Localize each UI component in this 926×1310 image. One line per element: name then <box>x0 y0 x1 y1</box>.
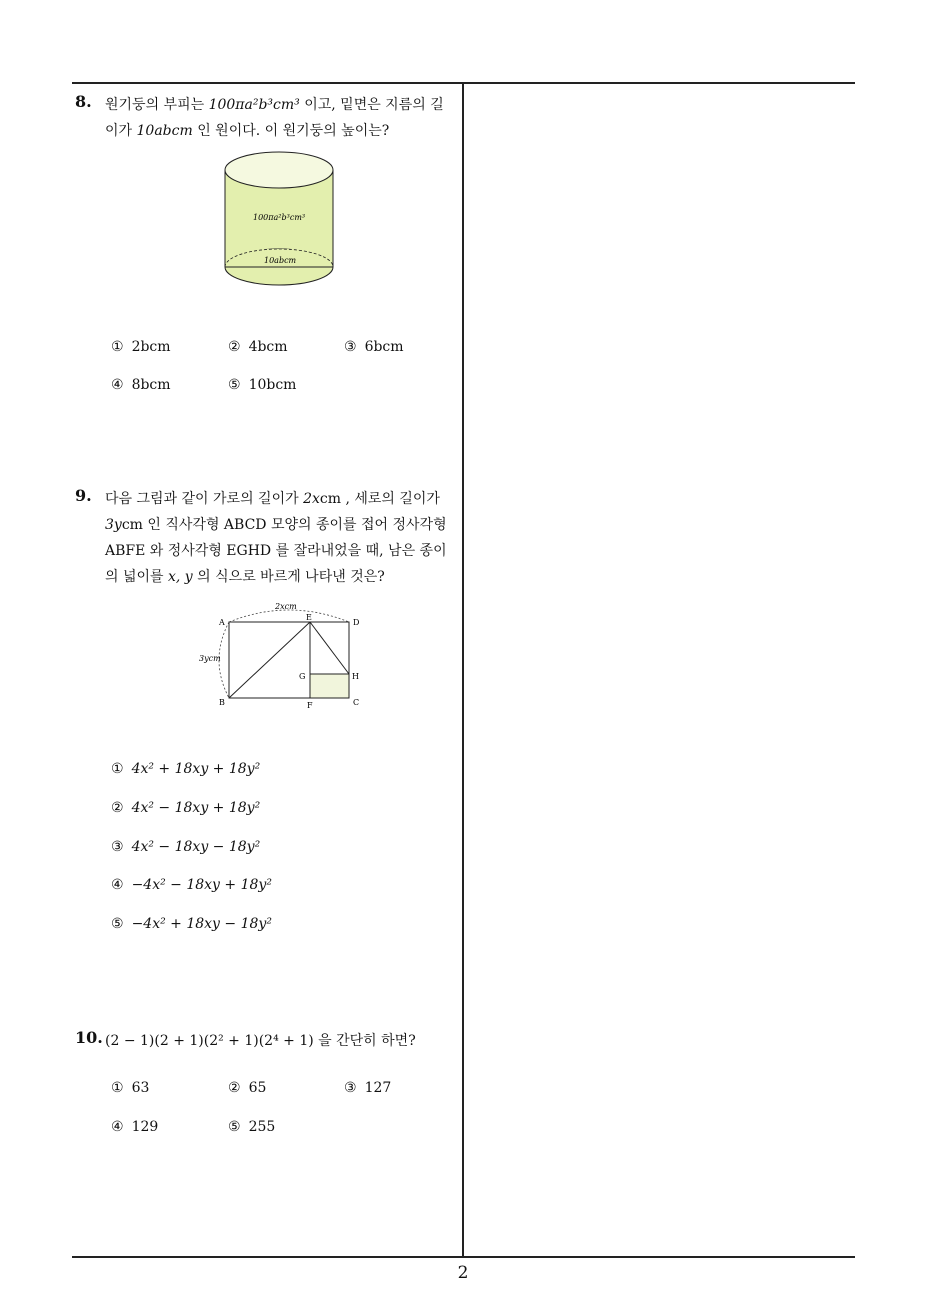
choice-4[interactable]: ④ −4x² − 18xy + 18y² <box>111 877 272 893</box>
choice-4[interactable]: ④ 129 <box>111 1119 159 1135</box>
question-text: 원기둥의 부피는 100πa²b³cm³ 이고, 밑면은 지름의 길이가 10abcm 인 원이다. 이 원기둥의 높이는? <box>105 97 444 139</box>
question-number: 9. <box>75 486 92 505</box>
choice-3[interactable]: ③ 127 <box>344 1080 392 1096</box>
width-label: 2xcm <box>275 602 297 611</box>
rectangle-figure <box>195 600 370 712</box>
cylinder-figure <box>220 150 340 292</box>
point-a: A <box>219 618 225 627</box>
remaining-region <box>310 674 349 698</box>
point-b: B <box>219 698 225 707</box>
point-g: G <box>299 672 306 681</box>
point-f: F <box>307 701 313 710</box>
choice-3[interactable]: ③ 6bcm <box>344 339 404 355</box>
choice-5[interactable]: ⑤ 255 <box>228 1119 276 1135</box>
question-number: 10. <box>75 1028 103 1047</box>
question-9 <box>75 486 460 936</box>
choice-3[interactable]: ③ 4x² − 18xy − 18y² <box>111 839 261 855</box>
choice-2[interactable]: ② 4x² − 18xy + 18y² <box>111 800 261 816</box>
point-h: H <box>352 672 359 681</box>
question-text: (2 − 1)(2 + 1)(2² + 1)(2⁴ + 1) 을 간단히 하면? <box>105 1033 416 1049</box>
choice-2[interactable]: ② 65 <box>228 1080 267 1096</box>
question-8 <box>75 92 460 402</box>
choice-1[interactable]: ① 2bcm <box>111 339 171 355</box>
point-e: E <box>306 613 312 622</box>
choice-5[interactable]: ⑤ −4x² + 18xy − 18y² <box>111 916 272 932</box>
top-rule <box>72 82 855 84</box>
page-number: 2 <box>457 1263 469 1283</box>
question-text: 다음 그림과 같이 가로의 길이가 2xcm , 세로의 길이가 3ycm 인 직사각형 ABCD 모양의 종이를 접어 정사각형 ABFE 와 정사각형 EGHD 를 잘라내었을 때, 남은 종이의 넓이를 x, y 의 식으로 바르게 나타낸 것은? <box>105 491 447 585</box>
choice-5[interactable]: ⑤ 10bcm <box>228 377 297 393</box>
point-c: C <box>353 698 360 707</box>
volume-label: 100πa²b³cm³ <box>253 213 306 222</box>
diameter-label: 10abcm <box>264 256 297 265</box>
choice-4[interactable]: ④ 8bcm <box>111 377 171 393</box>
point-d: D <box>353 618 360 627</box>
question-10 <box>75 1028 460 1148</box>
width-arc <box>229 610 349 622</box>
bottom-rule <box>72 1256 855 1258</box>
height-label: 3ycm <box>199 654 221 663</box>
question-number: 8. <box>75 92 92 111</box>
choice-2[interactable]: ② 4bcm <box>228 339 288 355</box>
choice-1[interactable]: ① 4x² + 18xy + 18y² <box>111 761 261 777</box>
choice-1[interactable]: ① 63 <box>111 1080 150 1096</box>
column-divider <box>462 82 464 1257</box>
cylinder-top <box>225 152 333 188</box>
